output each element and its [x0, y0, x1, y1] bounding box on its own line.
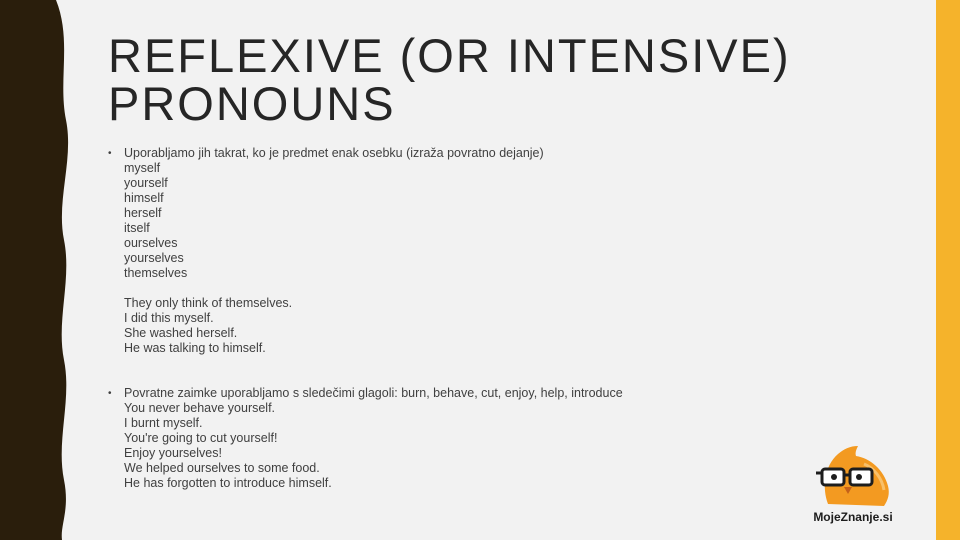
- slide-title: [108, 29, 908, 130]
- bullet-section-usage: [108, 146, 748, 356]
- pronoun-item: yourself: [124, 176, 168, 190]
- example-sentence: Enjoy yourselves!: [124, 446, 222, 460]
- pronoun-item: ourselves: [124, 236, 178, 250]
- example-sentence: He has forgotten to introduce himself.: [124, 476, 332, 490]
- example-sentence: He was talking to himself.: [124, 341, 266, 355]
- moje-znanje-logo[interactable]: [808, 444, 898, 530]
- bullet-section-verbs: [108, 386, 748, 491]
- example-sentence: You never behave yourself.: [124, 401, 276, 415]
- section-intro: Povratne zaimke uporabljamo s sledečimi glagoli: burn, behave, cut, enjoy, help, introduce: [124, 386, 623, 400]
- pronoun-item: herself: [124, 206, 162, 220]
- slide-title-line-2: PRONOUNS: [108, 77, 396, 130]
- owl-with-glasses-icon: [808, 444, 898, 510]
- pronoun-item: myself: [124, 161, 161, 175]
- pronoun-item: itself: [124, 221, 150, 235]
- pronoun-item: yourselves: [124, 251, 184, 265]
- logo-text: MojeZnanje.si: [813, 510, 893, 524]
- example-sentence: You're going to cut yourself!: [124, 431, 278, 445]
- slide-title-line-1: REFLEXIVE (OR INTENSIVE): [108, 29, 791, 82]
- example-sentence: They only think of themselves.: [124, 296, 293, 310]
- pronoun-item: himself: [124, 191, 164, 205]
- right-accent-band: [936, 0, 960, 540]
- section-lines: [124, 146, 748, 356]
- example-sentence: We helped ourselves to some food.: [124, 461, 320, 475]
- section-lines: [124, 386, 748, 491]
- pronoun-item: themselves: [124, 266, 188, 280]
- section-intro: Uporabljamo jih takrat, ko je predmet enak osebku (izraža povratno dejanje): [124, 146, 544, 160]
- example-sentence: I did this myself.: [124, 311, 214, 325]
- spacer: [124, 281, 748, 296]
- bullet-marker: •: [108, 148, 112, 159]
- example-sentence: She washed herself.: [124, 326, 238, 340]
- example-sentence: I burnt myself.: [124, 416, 203, 430]
- left-decorative-band: [0, 0, 80, 540]
- bullet-marker: •: [108, 388, 112, 399]
